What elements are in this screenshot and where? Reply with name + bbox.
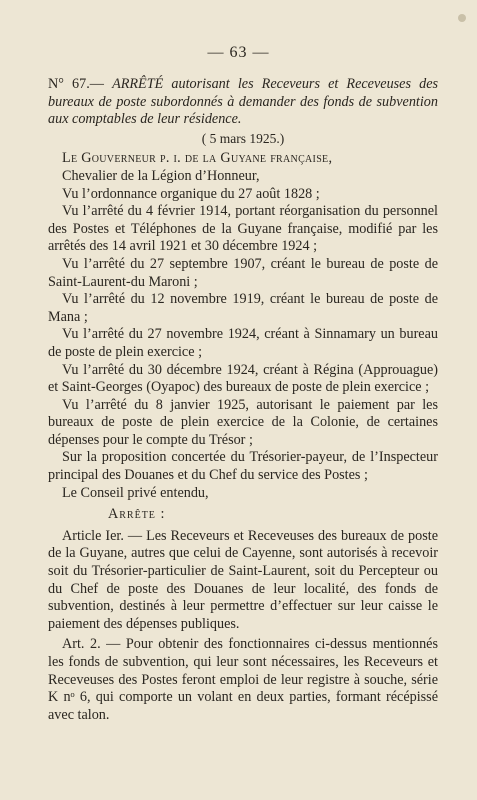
- page-number: — 63 —: [207, 44, 270, 61]
- paragraph-vu-1919: Vu l’arrêté du 12 novembre 1919, créant le bureau de poste de Mana ;: [48, 291, 438, 325]
- paragraph-chevalier: Chevalier de la Légion d’Honneur,: [62, 167, 260, 184]
- paragraph-vu-1925: Vu l’arrêté du 8 janvier 1925, autorisant le paiement par les bureaux de poste de plein exercice de la Colonie, de certaines dépenses pour le compte du Trésor ;: [48, 396, 438, 448]
- arrete-date: ( 5 mars 1925.): [201, 130, 285, 146]
- paragraph-vu-ordonnance: Vu l’ordonnance organique du 27 août 1828 ;: [62, 185, 320, 202]
- arrete-title: ARRÊTÉ autorisant les Receveurs et Receveuses des bureaux de poste subordonnés à demander des fonds de subvention aux comptables de leur résidence.: [48, 76, 439, 128]
- document-body: [48, 76, 438, 724]
- arrete-heading: [48, 76, 438, 129]
- paragraph-vu-1907: Vu l’arrêté du 27 septembre 1907, créant le bureau de poste de Saint-Laurent-du Maroni ;: [48, 255, 438, 290]
- article-1: Article Ier. — Les Receveurs et Receveuses des bureaux de poste de la Guyane, autres que celui de Cayenne, sont autorisés à recevoir soit du Trésorier-particulier de Saint-Laurent, soit du Percepteur ou du Chef de poste des Douanes de leur localité, des fonds de subvention, destinés à leur permettre d’effectuer sur leur caisse le paiement des dépenses publiques.: [48, 527, 438, 632]
- ink-spot: [458, 14, 466, 22]
- paragraph-vu-1914: Vu l’arrêté du 4 février 1914, portant réorganisation du personnel des Postes et Téléphones de la Guyane française, modifié par les arrêtés des 14 avril 1921 et 30 décembre 1924 ;: [48, 203, 438, 255]
- article-2: Art. 2. — Pour obtenir des fonctionnaires ci-dessus mentionnés les fonds de subvention, qui leur sont nécessaires, les Receveurs et Receveuses des Postes feront emploi de leur registre à souche, série K nᵒ 6, qui comporte un volant en deux parties, formant récépissé avec talon.: [48, 636, 438, 723]
- paragraph-vu-sinnamary: Vu l’arrêté du 27 novembre 1924, créant à Sinnamary un bureau de poste de plein exercice ;: [48, 326, 438, 360]
- arrete-label: Arrête :: [108, 506, 166, 523]
- paragraph-proposition: Sur la proposition concertée du Trésorier-payeur, de l’Inspecteur principal des Douanes et du Chef du service des Postes ;: [48, 449, 438, 484]
- paragraph-gouverneur: Le Gouverneur p. i. de la Guyane française,: [62, 150, 333, 167]
- arrete-number: N° 67.—: [48, 76, 104, 92]
- paragraph-vu-regina: Vu l’arrêté du 30 décembre 1924, créant à Régina (Approuague) et Saint-Georges (Oyapoc) des bureaux de poste de plein exercice ;: [48, 361, 438, 396]
- paragraph-conseil: Le Conseil privé entendu,: [62, 484, 209, 501]
